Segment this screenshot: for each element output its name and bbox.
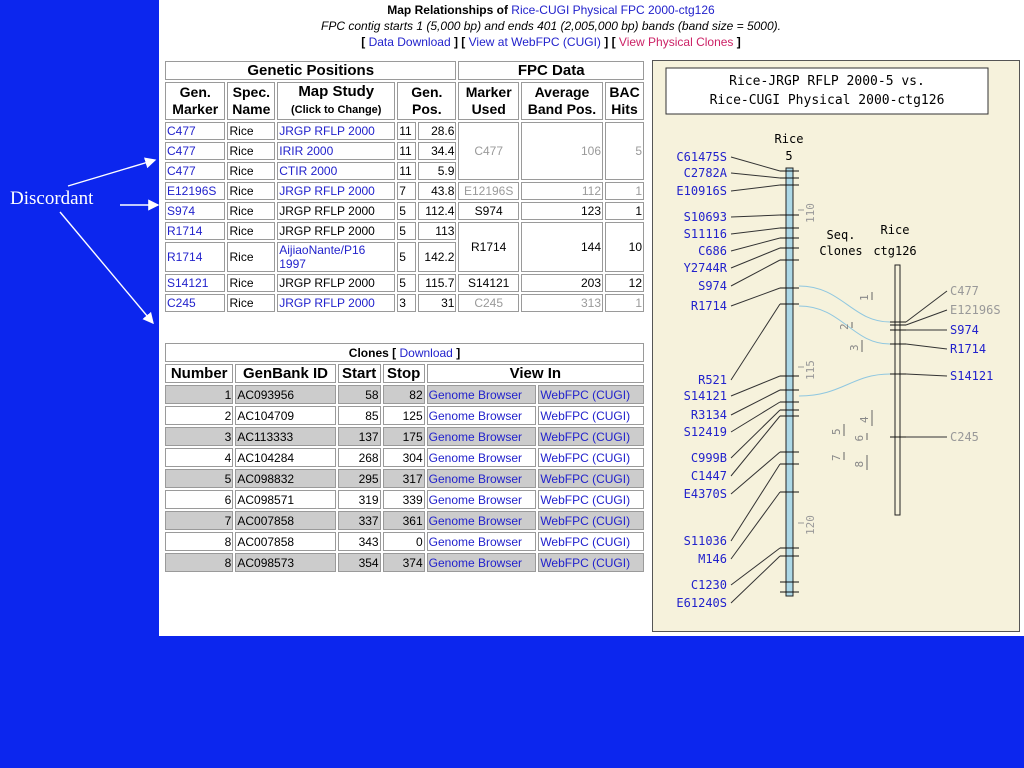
left-map-chromosome: 5 [785,149,793,163]
table-row [165,202,644,220]
bac-hits-cell: 1 [605,202,644,220]
clone-number-label: 8 [853,460,866,468]
contig-description: FPC contig starts 1 (5,000 bp) and ends 401 (2,005,000 bp) bands (band size = 5000). [321,19,781,33]
position-cell: 28.6 [418,122,457,140]
webfpc-cugi[interactable] [538,490,644,509]
genome-browser[interactable] [427,385,537,404]
genome-browser-link[interactable]: Genome Browser [428,471,523,486]
right-map-species: Rice [880,223,910,237]
clone-row [165,553,644,572]
clone-row [165,427,644,446]
band-pos-cell: 203 [521,274,603,292]
genome-browser-link[interactable]: Genome Browser [428,387,523,402]
table-row [165,294,644,312]
genome-browser[interactable] [427,511,537,530]
bac-hits-cell: 1 [605,182,644,200]
band-pos-cell: 112 [521,182,603,200]
right-marker-label[interactable]: C477 [950,284,979,298]
left-marker-label[interactable]: S11036 [683,534,727,548]
species-cell: Rice [227,142,275,160]
correspondence-line [799,286,890,322]
position-cell: 113 [418,222,457,240]
clone-number-cell: 6 [165,490,233,509]
contig-link[interactable]: Rice-CUGI Physical FPC 2000-ctg126 [511,3,715,17]
marker-link[interactable]: C477 [167,144,196,158]
clone-row [165,448,644,467]
clone-number-label: 4 [858,416,871,423]
right-marker-label[interactable]: R1714 [950,342,987,356]
start-cell: 268 [338,448,381,467]
left-marker-connector [731,173,780,178]
left-marker-connector [731,452,780,494]
start-cell: 58 [338,385,381,404]
genbank-id-cell: AC098573 [235,553,335,572]
species-cell: Rice [227,202,275,220]
physical-clones-link[interactable]: View Physical Clones [618,35,734,49]
genome-browser[interactable] [427,490,537,509]
webfpc-cugi-link[interactable]: WebFPC (CUGI) [540,387,631,402]
position-cell: 34.4 [418,142,457,160]
table-row [165,182,644,200]
genome-browser[interactable] [427,469,537,488]
stop-cell: 374 [383,553,425,572]
seq-label: Seq. [826,228,856,242]
left-marker-connector [731,376,780,396]
clone-number-cell: 2 [165,406,233,425]
left-marker-connector [731,238,780,251]
marker-link[interactable]: R1714 [167,224,203,238]
species-cell: Rice [227,162,275,180]
left-marker-label[interactable]: S974 [698,279,727,293]
position-cell: 5.9 [418,162,457,180]
genbank-id-cell: AC098832 [235,469,335,488]
clone-number-cell: 1 [165,385,233,404]
chromosome-cell: 5 [397,222,416,240]
clone-number-cell: 5 [165,469,233,488]
marker-used-cell: E12196S [458,182,518,200]
clones-table [163,341,646,574]
webfpc-cugi[interactable] [538,553,644,572]
genome-browser[interactable] [427,448,537,467]
genome-browser[interactable] [427,406,537,425]
genome-browser-link[interactable]: Genome Browser [428,513,523,528]
left-map-species: Rice [774,132,804,146]
col-map-study[interactable] [277,82,395,120]
table-row [165,222,644,240]
right-marker-label[interactable]: S14121 [950,369,994,383]
bac-hits-cell: 1 [605,294,644,312]
webfpc-cugi-link[interactable]: WebFPC (CUGI) [540,513,631,528]
left-marker-label[interactable]: E4370S [683,487,727,501]
clone-row [165,490,644,509]
clone-row [165,532,644,551]
clones-header: Clones [ Download ] [165,343,644,362]
genome-browser[interactable] [427,553,537,572]
scale-label-115: 115 [804,360,817,380]
genome-browser-link[interactable]: Genome Browser [428,555,523,570]
clone-number-label: 1 [858,294,871,301]
left-marker-connector [731,288,780,306]
col-start: Start [338,364,381,383]
left-marker-label[interactable]: R521 [698,373,727,387]
webfpc-link[interactable]: View at WebFPC (CUGI) [468,35,601,49]
left-marker-connector [731,390,780,415]
webfpc-cugi-link[interactable]: WebFPC (CUGI) [540,555,631,570]
start-cell: 295 [338,469,381,488]
webfpc-cugi[interactable] [538,448,644,467]
webfpc-cugi-link[interactable]: WebFPC (CUGI) [540,408,631,423]
clone-row [165,385,644,404]
webfpc-cugi[interactable] [538,406,644,425]
left-marker-label[interactable]: C686 [698,244,727,258]
clone-number-cell: 7 [165,511,233,530]
map-study-link[interactable]: JRGP RFLP 2000 [279,296,375,310]
genetic-positions-table [163,59,646,314]
left-chromosome-bar [786,168,793,596]
chromosome-cell: 5 [397,274,416,292]
marker-link[interactable]: S14121 [167,276,209,290]
clones-label: Clones [819,244,863,258]
marker-used-cell: C245 [458,294,518,312]
start-cell: 319 [338,490,381,509]
left-marker-label[interactable]: R3134 [690,408,727,422]
left-marker-connector [731,157,780,171]
start-cell: 343 [338,532,381,551]
position-cell: 112.4 [418,202,457,220]
left-marker-label[interactable]: C999B [690,451,727,465]
position-cell: 31 [418,294,457,312]
stop-cell: 125 [383,406,425,425]
clone-number-label: 5 [830,428,843,435]
clone-row [165,469,644,488]
left-marker-label[interactable]: S11116 [683,227,727,241]
clone-number-label: 3 [848,344,861,351]
stop-cell: 317 [383,469,425,488]
start-cell: 85 [338,406,381,425]
col-gen-pos: Gen. Pos. [397,82,456,120]
map-study-cell: JRGP RFLP 2000 [277,202,395,220]
webfpc-cugi[interactable] [538,469,644,488]
genbank-id-cell: AC104709 [235,406,335,425]
col-genbank-id: GenBank ID [235,364,335,383]
clone-number-label: 7 [830,454,843,461]
genome-browser-link[interactable]: Genome Browser [428,429,523,444]
right-map-contig: ctg126 [873,244,917,258]
scale-label-110: 110 [804,203,817,223]
page-title: Map Relationships of [387,3,508,17]
map-study-link[interactable]: JRGP RFLP 2000 [279,124,375,138]
stop-cell: 304 [383,448,425,467]
page-header: Map Relationships of Rice-CUGI Physical FPC 2000-ctg126 FPC contig starts 1 (5,000 bp) and ends 401 (2,005,000 bp) bands (band size = 5000). [ Data Download ] [ View at WebFPC (CUGI) ] [ View Physical Clones ] [321,3,781,49]
stop-cell: 339 [383,490,425,509]
genbank-id-cell: AC104284 [235,448,335,467]
click-to-change-label: (Click to Change) [291,104,382,116]
left-marker-connector [731,228,780,234]
marker-used-cell: R1714 [458,222,518,272]
band-pos-cell: 106 [521,122,603,180]
clone-number-cell: 4 [165,448,233,467]
marker-link[interactable]: C477 [167,124,196,138]
genbank-id-cell: AC113333 [235,427,335,446]
species-cell: Rice [227,242,275,272]
left-marker-label[interactable]: Y2744R [683,261,727,275]
stop-cell: 0 [383,532,425,551]
fpc-data-header: FPC Data [458,61,644,80]
bac-hits-cell: 10 [605,222,644,272]
discordant-arrows [0,0,203,340]
table-row [165,274,644,292]
bac-hits-cell: 5 [605,122,644,180]
band-pos-cell: 123 [521,202,603,220]
webfpc-cugi[interactable] [538,427,644,446]
table-row [165,122,644,140]
left-marker-connector [731,248,780,268]
left-marker-label[interactable]: C1230 [690,578,727,592]
chromosome-cell: 5 [397,202,416,220]
stop-cell: 175 [383,427,425,446]
position-cell: 115.7 [418,274,457,292]
map-title-line1: Rice-JRGP RFLP 2000-5 vs. [729,74,925,89]
map-study-label: Map Study [298,83,375,100]
genbank-id-cell: AC007858 [235,511,335,530]
genbank-id-cell: AC093956 [235,385,335,404]
right-marker-label[interactable]: C245 [950,430,979,444]
band-pos-cell: 144 [521,222,603,272]
genbank-id-cell: AC007858 [235,532,335,551]
clone-number-label: 6 [853,434,866,442]
map-study-link[interactable]: IRIR 2000 [279,144,334,158]
species-cell: Rice [227,294,275,312]
clone-number-cell: 3 [165,427,233,446]
marker-link[interactable]: C245 [167,296,196,310]
right-marker-connector [906,374,947,376]
genome-browser[interactable] [427,532,537,551]
scale-label-120: 120 [804,515,817,535]
clone-number-cell: 8 [165,532,233,551]
marker-used-cell: S14121 [458,274,518,292]
clone-number-cell: 8 [165,553,233,572]
marker-used-cell: C477 [458,122,518,180]
left-marker-label[interactable]: E10916S [676,184,727,198]
left-marker-label[interactable]: S14121 [683,389,727,403]
chromosome-cell: 3 [397,294,416,312]
col-spec-name: Spec. Name [227,82,275,120]
comparative-map [652,60,1020,632]
data-download-link[interactable]: Data Download [368,35,451,49]
genetic-positions-header: Genetic Positions [165,61,456,80]
start-cell: 337 [338,511,381,530]
left-marker-label[interactable]: S10693 [683,210,727,224]
genbank-id-cell: AC098571 [235,490,335,509]
clone-row [165,406,644,425]
species-cell: Rice [227,182,275,200]
webfpc-cugi[interactable] [538,385,644,404]
map-study-link[interactable]: CTIR 2000 [279,164,338,178]
col-marker-used: Marker Used [458,82,518,120]
map-study-cell: JRGP RFLP 2000 [277,274,395,292]
discordant-label: Discordant [10,188,94,209]
genome-browser-link[interactable]: Genome Browser [428,408,523,423]
webfpc-cugi[interactable] [538,511,644,530]
map-study-cell: JRGP RFLP 2000 [277,222,395,240]
chromosome-cell: 5 [397,242,416,272]
map-study-link[interactable]: JRGP RFLP 2000 [279,184,375,198]
left-marker-connector [731,185,780,191]
marker-link[interactable]: C477 [167,164,196,178]
left-marker-label[interactable]: S12419 [683,425,727,439]
map-study-link[interactable]: AijiaoNante/P16 1997 [279,243,366,271]
webfpc-cugi-link[interactable]: WebFPC (CUGI) [540,492,631,507]
col-view-in: View In [427,364,644,383]
start-cell: 137 [338,427,381,446]
left-marker-connector [731,215,780,217]
arrow-to-c477 [68,160,155,186]
species-cell: Rice [227,222,275,240]
left-marker-label[interactable]: R1714 [690,299,727,313]
chromosome-cell: 11 [397,142,416,160]
left-marker-label[interactable]: M146 [698,552,727,566]
left-marker-label[interactable]: C61475S [676,150,727,164]
start-cell: 354 [338,553,381,572]
map-title-line2: Rice-CUGI Physical 2000-ctg126 [709,93,945,108]
left-marker-label[interactable]: C1447 [690,469,727,483]
clone-number-label: 2 [838,323,851,330]
chromosome-cell: 11 [397,122,416,140]
col-gen-marker: Gen. Marker [165,82,225,120]
webfpc-cugi-link[interactable]: WebFPC (CUGI) [540,471,631,486]
left-marker-label[interactable]: E61240S [676,596,727,610]
webfpc-cugi[interactable] [538,532,644,551]
left-marker-label[interactable]: C2782A [683,166,727,180]
left-marker-connector [731,260,780,286]
genome-browser-link[interactable]: Genome Browser [428,534,523,549]
left-marker-connector [731,304,780,380]
webfpc-cugi-link[interactable]: WebFPC (CUGI) [540,534,631,549]
marker-link[interactable]: E12196S [167,184,217,198]
clones-title: Clones [348,345,389,360]
stop-cell: 82 [383,385,425,404]
arrow-to-c245 [60,212,153,323]
col-avg-band-pos: Average Band Pos. [521,82,603,120]
left-marker-connector [731,416,780,476]
right-contig-bar [895,265,900,515]
chromosome-cell: 7 [397,182,416,200]
stop-cell: 361 [383,511,425,530]
marker-used-cell: S974 [458,202,518,220]
right-marker-label[interactable]: S974 [950,323,979,337]
bac-hits-cell: 12 [605,274,644,292]
chromosome-cell: 11 [397,162,416,180]
genome-browser-link[interactable]: Genome Browser [428,492,523,507]
genome-browser-link[interactable]: Genome Browser [428,450,523,465]
marker-link[interactable]: R1714 [167,250,203,264]
right-marker-label[interactable]: E12196S [950,303,1001,317]
genome-browser[interactable] [427,427,537,446]
species-cell: Rice [227,274,275,292]
webfpc-cugi-link[interactable]: WebFPC (CUGI) [540,429,631,444]
col-number: Number [165,364,233,383]
clones-download-link[interactable]: Download [399,345,453,360]
species-cell: Rice [227,122,275,140]
position-cell: 142.2 [418,242,457,272]
marker-link[interactable]: S974 [167,204,196,218]
band-pos-cell: 313 [521,294,603,312]
clone-row [165,511,644,530]
webfpc-cugi-link[interactable]: WebFPC (CUGI) [540,450,631,465]
right-marker-connector [906,344,947,349]
col-stop: Stop [383,364,425,383]
col-bac-hits: BAC Hits [605,82,644,120]
position-cell: 43.8 [418,182,457,200]
